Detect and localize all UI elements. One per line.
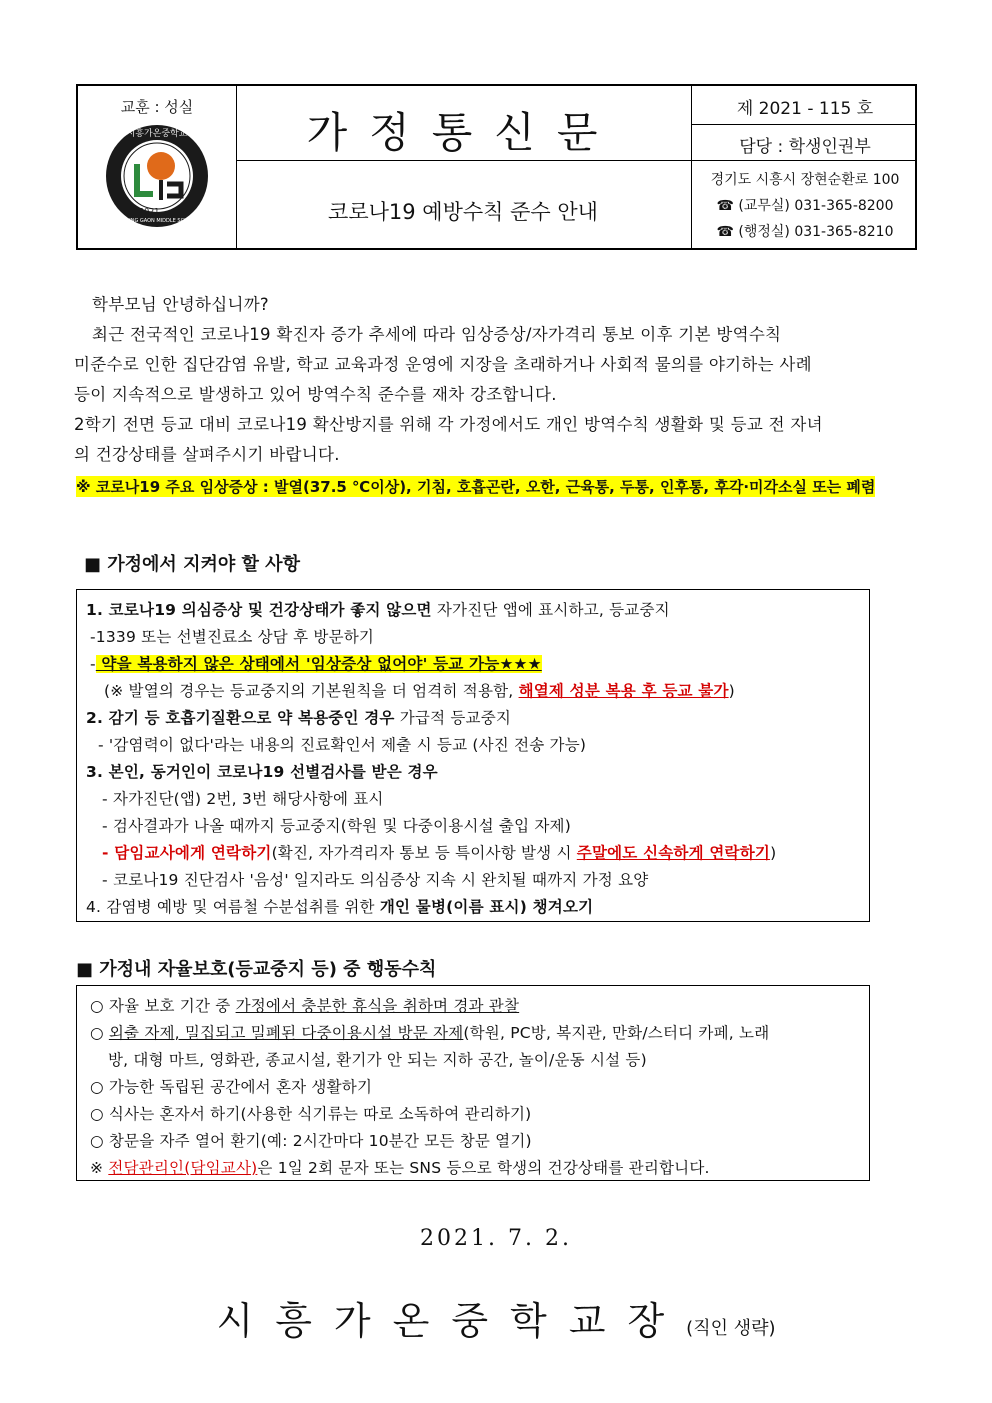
divider (691, 124, 917, 125)
list-item: - '감염력이 없다'라는 내용의 진료확인서 제출 시 등교 (사진 전송 가능) (98, 736, 587, 754)
list-item: (※ 발열의 경우는 등교중지의 기본원칙을 더 엄격히 적용함, 해열제 성분 복용 후 등교 불가) (104, 682, 735, 700)
phone-admin: ☎ (행정실) 031-365-8210 (716, 224, 894, 240)
seal-note: (직인 생략) (686, 1318, 776, 1339)
greeting: 학부모님 안녕하십니까? (92, 295, 269, 314)
divider (236, 160, 691, 161)
list-item: - 자가진단(앱) 2번, 3번 해당사항에 표시 (102, 790, 384, 808)
list-item: - 약을 복용하지 않은 상태에서 '임상증상 없어야' 등교 가능★★★ (90, 655, 542, 673)
list-item: - 담임교사에게 연락하기(확진, 자가격리자 통보 등 특이사항 발생 시 주말에도 신속하게 연락하기) (102, 844, 777, 862)
list-item: 2. 감기 등 호흡기질환으로 약 복용중인 경우 가급적 등교중지 (86, 709, 512, 727)
list-item: ○ 가능한 독립된 공간에서 혼자 생활하기 (90, 1078, 373, 1096)
list-item: - 검사결과가 나올 때까지 등교중지(학원 및 다중이용시설 출입 자제) (102, 817, 571, 835)
school-logo (105, 124, 209, 228)
signer: 시흥가온중학교장 (216, 1299, 687, 1343)
school-motto: 교훈 : 성실 (120, 98, 194, 116)
intro-line: 등이 지속적으로 발생하고 있어 방역수칙 준수를 재차 강조합니다. (74, 385, 557, 404)
list-item: 3. 본인, 동거인이 코로나19 선별검사를 받은 경우 (86, 763, 438, 781)
intro-line: 최근 전국적인 코로나19 확진자 증가 추세에 따라 임상증상/자가격리 통보 이후 기본 방역수칙 (92, 325, 782, 344)
symptoms-list: 발열(37.5 ℃이상), 기침, 호흡곤란, 오한, 근육통, 두통, 인후통, 후각·미각소실 또는 폐렴 (273, 478, 876, 496)
doc-subtitle: 코로나19 예방수칙 준수 안내 (328, 200, 598, 224)
list-item: ○ 식사는 혼자서 하기(사용한 식기류는 따로 소독하여 관리하기) (90, 1105, 532, 1123)
symptoms-prefix: ※ 코로나19 주요 임상증상 : (76, 478, 274, 496)
svg-text:SIHEUNG GAON MIDDLE SCHOOL: SIHEUNG GAON MIDDLE SCHOOL (115, 218, 199, 224)
list-item: -1339 또는 선별진료소 상담 후 방문하기 (90, 628, 375, 646)
issue-number: 제 2021 - 115 호 (736, 99, 874, 119)
list-item: 1. 코로나19 의심증상 및 건강상태가 좋지 않으면 자가진단 앱에 표시하고, 등교중지 (86, 601, 670, 619)
svg-text:2021: 2021 (139, 207, 160, 216)
section-heading: ■ 가정내 자율보호(등교중지 등) 중 행동수칙 (76, 959, 437, 980)
list-item: 4. 감염병 예방 및 여름철 수분섭취를 위한 개인 물병(이름 표시) 챙겨오기 (86, 898, 594, 916)
symptoms-note (76, 476, 875, 497)
divider (691, 160, 917, 161)
section1-box (76, 589, 870, 922)
intro-line: 2학기 전면 등교 대비 코로나19 확산방지를 위해 각 가정에서도 개인 방역수칙 생활화 및 등교 전 자녀 (74, 415, 823, 434)
list-item: ○ 자율 보호 기간 중 가정에서 충분한 휴식을 취하며 경과 관찰 (90, 997, 520, 1015)
list-item: - 코로나19 진단검사 '음성' 일지라도 의심증상 지속 시 완치될 때까지 가정 요양 (102, 871, 649, 889)
section-heading: ■ 가정에서 지켜야 할 사항 (84, 554, 300, 575)
svg-text:시흥가온중학교: 시흥가온중학교 (126, 129, 188, 139)
list-item: ※ 전담관리인(담임교사)은 1일 2회 문자 또는 SNS 등으로 학생의 건강상태를 관리합니다. (90, 1159, 710, 1177)
issue-date: 2021. 7. 2. (420, 1226, 572, 1251)
header-table (76, 84, 917, 250)
doc-title: 가정통신문 (306, 108, 620, 157)
list-item: ○ 창문을 자주 열어 환기(예: 2시간마다 10분간 모든 창문 열기) (90, 1132, 532, 1150)
phone-teacher: ☎ (교무실) 031-365-8200 (716, 198, 894, 214)
list-item: ○ 외출 자제, 밀집되고 밀폐된 다중이용시설 방문 자제(학원, PC방, 복지관, 만화/스터디 카페, 노래 (90, 1024, 770, 1042)
intro-line: 의 건강상태를 살펴주시기 바랍니다. (74, 445, 340, 464)
list-item: 방, 대형 마트, 영화관, 종교시설, 환기가 안 되는 지하 공간, 놀이/운동 시설 등) (108, 1051, 647, 1069)
address: 경기도 시흥시 장현순환로 100 (710, 172, 900, 188)
signature-line (0, 1290, 992, 1345)
section2-box (76, 985, 870, 1181)
intro-line: 미준수로 인한 집단감염 유발, 학교 교육과정 운영에 지장을 초래하거나 사회적 물의를 야기하는 사례 (74, 355, 812, 374)
department: 담당 : 학생인권부 (739, 137, 871, 157)
